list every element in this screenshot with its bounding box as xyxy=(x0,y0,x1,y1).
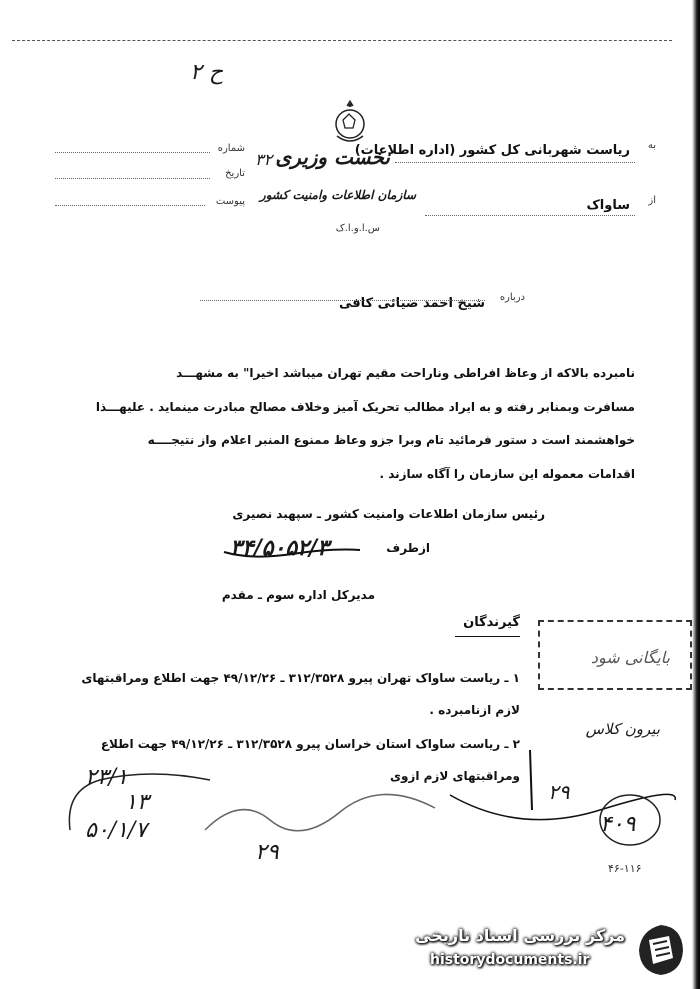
top-border-line xyxy=(12,40,672,41)
seal-ministry: نخست وزیری xyxy=(275,145,390,169)
annotation-left-date-3: ۵۰/۱/۷ xyxy=(85,818,148,843)
number-label: شماره xyxy=(217,143,245,154)
watermark-url: historydocuments.ir xyxy=(430,952,590,968)
handwritten-reference: ۳۴/۵۰۵۲/۳ xyxy=(230,535,329,561)
date-field xyxy=(55,178,210,179)
scan-edge xyxy=(692,0,700,989)
date-label: تاریخ xyxy=(225,168,245,179)
form-code: ۴۶-۱۱۶ xyxy=(608,862,642,875)
from-value: ساواک xyxy=(586,198,630,213)
attachment-label: پیوست xyxy=(215,196,245,207)
recipient-2: ۲ ـ ریاست ساواک استان خراسان پیرو ۳۱۲/۳۵۲۸ ـ ۴۹/۱۲/۲۶ جهت اطلاع ومراقبتهای لازم ازوی xyxy=(100,737,520,783)
recipients-heading: گیرندگان xyxy=(463,615,520,630)
subject-label: درباره xyxy=(499,292,525,303)
subject-field xyxy=(200,300,485,301)
annotation-right-note: بیرون کلاس xyxy=(585,720,660,738)
to-label: به xyxy=(647,140,656,151)
on-behalf-label: ازطرف xyxy=(386,541,430,555)
left-scribble-icon xyxy=(60,760,220,850)
body-line-3: خواهشمند است د ستور فرمائید تام وبرا جزو وعاظ ممنوع المنبر اعلام واز نتیجــــه xyxy=(147,433,635,447)
subject-value: شیخ احمد ضیائی کافی xyxy=(339,296,485,311)
recipient-1: ۱ ـ ریاست ساواک تهران پیرو ۳۱۲/۳۵۲۸ ـ ۴۹/۱۲/۲۶ جهت اطلاع ومراقبتهای لازم ازنامبرده . xyxy=(81,671,520,717)
department-head: مدیرکل اداره سوم ـ مقدم xyxy=(221,588,375,602)
annotation-center-note: ۲۹ xyxy=(255,840,279,865)
annotation-right-number-2: ۴۰۹ xyxy=(600,812,636,837)
addressee-field xyxy=(395,162,635,163)
body-line-4: اقدامات معموله این سازمان را آگاه سازند . xyxy=(379,467,635,481)
number-field xyxy=(55,152,210,153)
watermark-title: مرکز بررسی اسناد تاریخی xyxy=(415,926,625,945)
archive-stamp-label: بایگانی شود xyxy=(590,648,670,667)
body-line-2: مسافرت وبمنابر رفته و به ایراد مطالب تحریک آمیز وخلاف مصالح مبادرت مینماید . علیهـــذا xyxy=(95,400,635,414)
from-field xyxy=(425,215,635,216)
right-signature-icon xyxy=(440,740,680,850)
body-line-1: نامبرده بالاکه از وعاظ افراطی وناراحت مقیم تهران میباشد اخیرا" به مشهـــد xyxy=(176,366,635,380)
handwritten-date: ۳۲۰ xyxy=(255,150,281,169)
signatory-title: رئیس سازمان اطلاعات وامنیت کشور ـ سپهبد نصیری xyxy=(232,507,545,521)
annotation-right-number-1: ۲۹ xyxy=(548,780,570,804)
attachment-field xyxy=(55,205,205,206)
seal-code: س.ا.و.ا.ک xyxy=(335,223,380,234)
center-scribble-icon xyxy=(200,790,440,850)
signature-strike-icon xyxy=(222,540,362,570)
seal-organization: سازمان اطلاعات وامنیت کشور xyxy=(259,188,416,202)
recipients-heading-underline xyxy=(455,636,520,637)
watermark xyxy=(400,922,690,982)
handwritten-office-mark: ح ۲ xyxy=(190,60,224,85)
addressee: ریاست شهربانی کل کشور (اداره اطلاعات) xyxy=(354,143,630,158)
watermark-logo-icon xyxy=(635,922,687,978)
annotation-left-date-1: ۲۳/۱ xyxy=(85,765,128,790)
annotation-left-date-2: ۱۳ xyxy=(125,790,149,815)
from-label: از xyxy=(648,195,656,206)
